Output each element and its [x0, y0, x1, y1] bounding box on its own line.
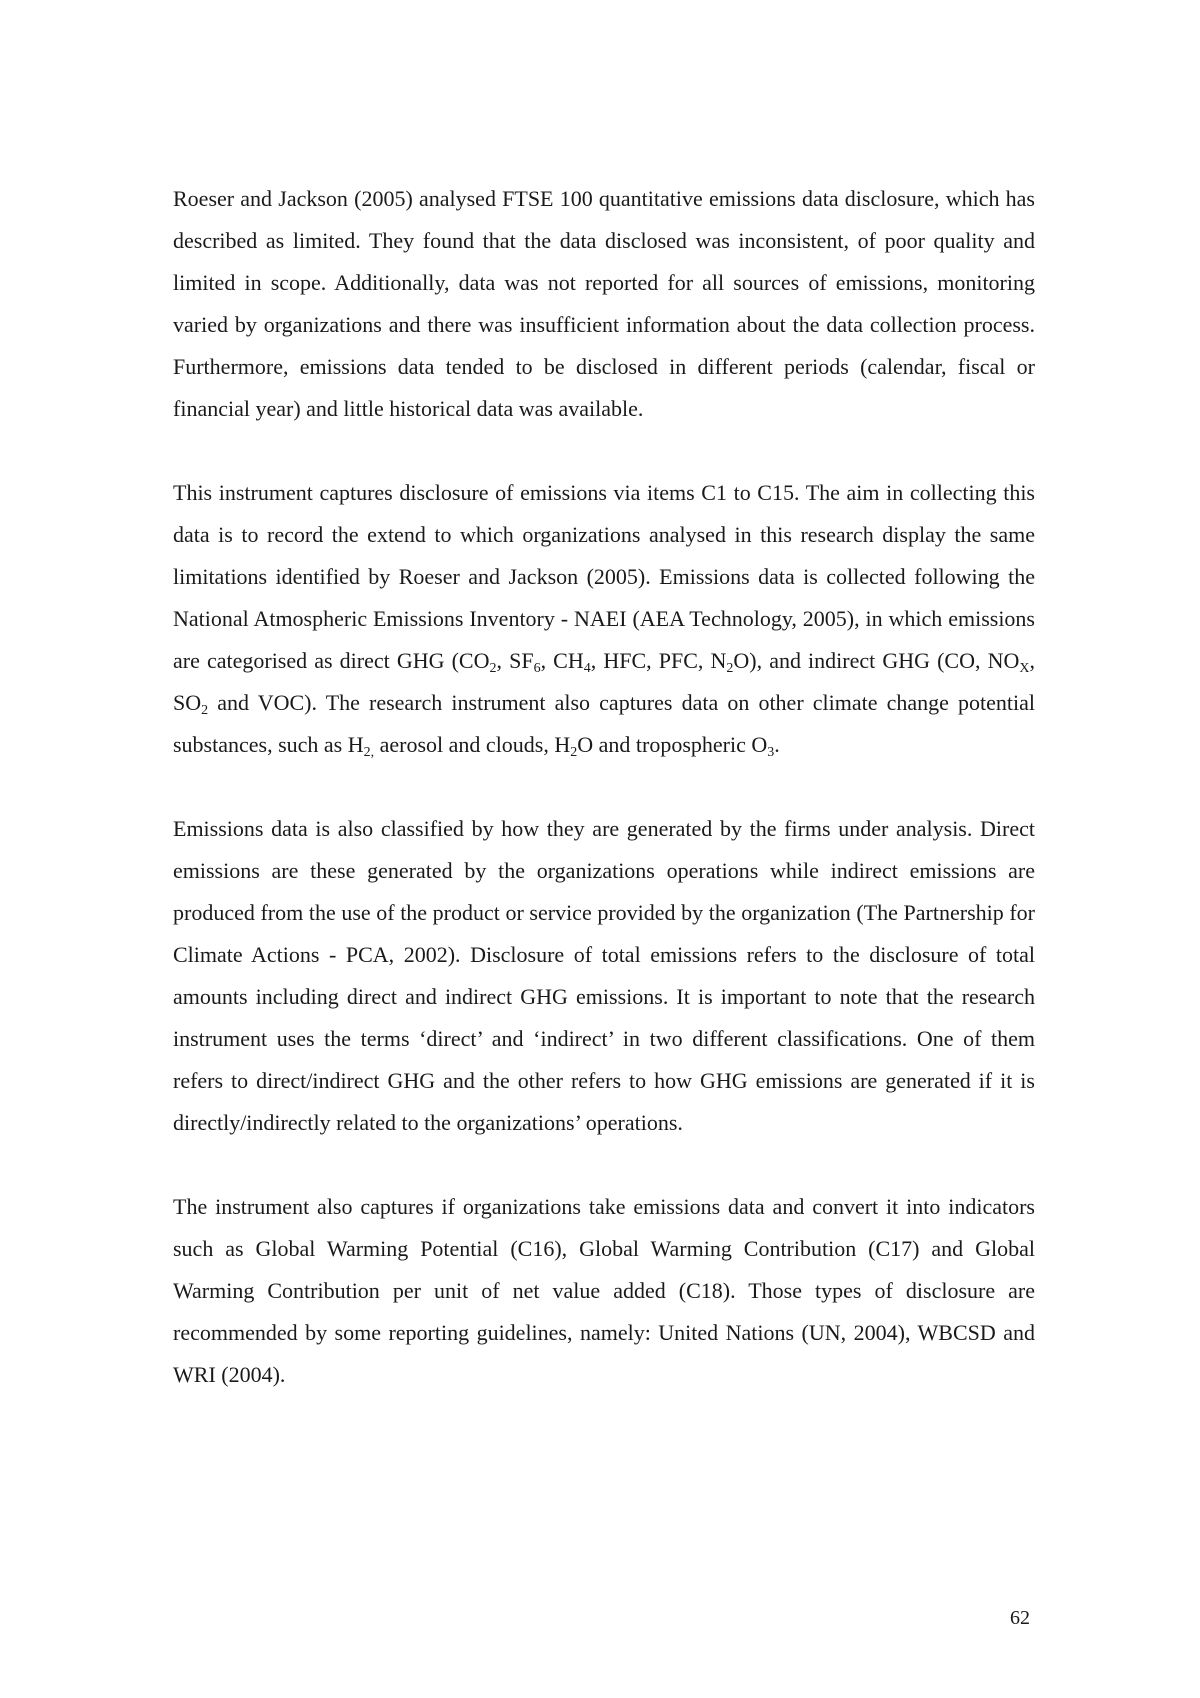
paragraph-1: Roeser and Jackson (2005) analysed FTSE 100 quantitative emissions data disclosure, which has described as limited. They found that the data disclosed was inconsistent, of poor quality and limited in scope. Additionally, data was not reported for all sources of emissions, monitoring varied by organizations and there was insufficient information about the data collection process. Furthermore, emissions data tended to be disclosed in different periods (calendar, fiscal or financial year) and little historical data was available. [173, 186, 1035, 421]
subscript: 6 [533, 661, 541, 676]
text-run: , SF [496, 648, 534, 673]
text-run: aerosol and clouds, H [374, 732, 571, 757]
subscript: 2 [726, 661, 734, 676]
subscript: 2 [489, 661, 497, 676]
subscript: 2 [570, 745, 578, 760]
text-run: , SO [173, 648, 1035, 715]
paragraph-3: Emissions data is also classified by how they are generated by the firms under analysis. Direct emissions are these generated by the organizations operations while indirect emissions are produced from the use of the product or service provided by the organization (The Partnership for Climate Actions - PCA, 2002). Disclosure of total emissions refers to the disclosure of total amounts including direct and indirect GHG emissions. It is important to note that the research instrument uses the terms ‘direct’ and ‘indirect’ in two different classifications. One of them refers to direct/indirect GHG and the other refers to how GHG emissions are generated if it is directly/indirectly related to the organizations’ operations. [173, 816, 1035, 1135]
text-run: O), and indirect GHG (CO, NO [733, 648, 1020, 673]
subscript: 3 [767, 745, 775, 760]
paragraph-2 [173, 472, 1035, 766]
subscript: 4 [583, 661, 591, 676]
text-run: , CH [540, 648, 584, 673]
subscript: X [1019, 661, 1030, 676]
paragraph-4: The instrument also captures if organizations take emissions data and convert it into indicators such as Global Warming Potential (C16), Global Warming Contribution (C17) and Global Warming Contribution per unit of net value added (C18). Those types of disclosure are recommended by some reporting guidelines, namely: United Nations (UN, 2004), WBCSD and WRI (2004). [173, 1194, 1035, 1387]
text-run: . [774, 732, 780, 757]
page-number: 62 [1010, 1607, 1030, 1629]
text-run: and VOC). The research instrument also captures data on other climate change potential substances, such as H [173, 690, 1035, 757]
text-run: This instrument captures disclosure of emissions via items C1 to C15. The aim in collecting this data is to record the extend to which organizations analysed in this research display the same limitations identified by Roeser and Jackson (2005). Emissions data is collected following the National Atmospheric Emissions Inventory - NAEI (AEA Technology, 2005), in which emissions are categorised as direct GHG (CO [173, 480, 1035, 673]
subscript: 2, [363, 745, 375, 760]
text-run: , HFC, PFC, N [590, 648, 727, 673]
text-run: O and tropospheric O [577, 732, 768, 757]
body-text [173, 178, 1035, 1396]
subscript: 2 [201, 703, 209, 718]
